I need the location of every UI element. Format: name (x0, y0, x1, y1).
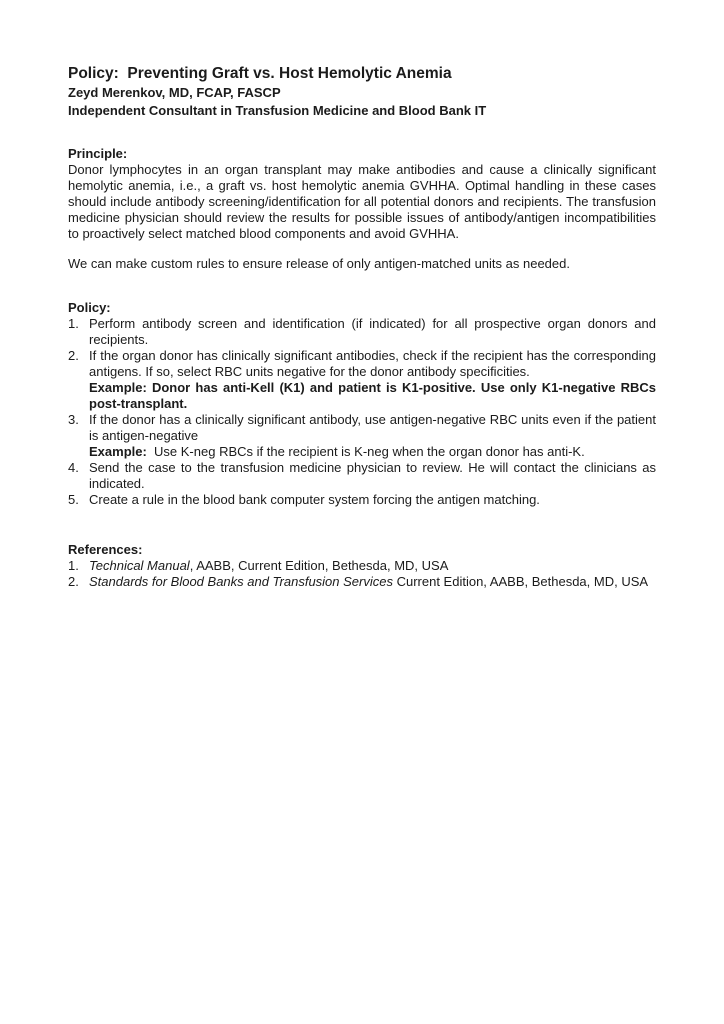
document-content (68, 64, 656, 590)
policy-item-1 (68, 316, 656, 348)
policy-item-3-example (89, 444, 656, 460)
reference-title: Standards for Blood Banks and Transfusion Services (89, 574, 393, 589)
policy-item-5-body (89, 492, 656, 508)
example-text: Use K-neg RBCs if the recipient is K-neg when the organ donor has anti-K. (146, 444, 585, 459)
policy-item-3-text: If the donor has a clinically significant antibody, use antigen-negative RBC units even if the patient is antigen-negative (89, 412, 656, 443)
reference-item-2-number: 2. (68, 574, 79, 589)
reference-item-1 (68, 558, 656, 574)
reference-item-1-body (89, 558, 656, 574)
policy-item-5-number: 5. (68, 492, 79, 507)
author-role-line: Independent Consultant in Transfusion Medicine and Blood Bank IT (68, 103, 487, 118)
policy-heading: Policy: (68, 300, 111, 315)
reference-item-2-body (89, 574, 656, 590)
policy-item-3-body (89, 412, 656, 460)
policy-item-4-text: Send the case to the transfusion medicine physician to review. He will contact the clinicians as indicated. (89, 460, 656, 491)
policy-item-4-body (89, 460, 656, 492)
policy-item-5 (68, 492, 656, 508)
policy-item-4 (68, 460, 656, 492)
policy-item-5-text: Create a rule in the blood bank computer system forcing the antigen matching. (89, 492, 540, 507)
policy-item-3 (68, 412, 656, 460)
principle-heading: Principle: (68, 146, 128, 161)
policy-item-3-number: 3. (68, 412, 79, 427)
policy-item-2-text: If the organ donor has clinically significant antibodies, check if the recipient has the corresponding antigens. If so, select RBC units negative for the donor antibody specificities. (89, 348, 656, 379)
policy-item-1-number: 1. (68, 316, 79, 331)
policy-item-2 (68, 348, 656, 412)
policy-list (68, 316, 656, 508)
reference-title: Technical Manual (89, 558, 190, 573)
references-heading: References: (68, 542, 143, 557)
policy-item-1-body (89, 316, 656, 348)
policy-item-1-text: Perform antibody screen and identification (if indicated) for all prospective organ donors and recipients. (89, 316, 656, 347)
policy-item-2-body (89, 348, 656, 412)
reference-item-2 (68, 574, 656, 590)
policy-item-2-number: 2. (68, 348, 79, 363)
page-title: Policy: Preventing Graft vs. Host Hemolytic Anemia (68, 65, 452, 82)
references-list (68, 558, 656, 590)
policy-item-2-example: Example: Donor has anti-Kell (K1) and patient is K1-positive. Use only K1-negative RBCs post-transplant. (89, 380, 656, 411)
reference-rest: Current Edition, AABB, Bethesda, MD, USA (392, 574, 649, 589)
reference-rest: , AABB, Current Edition, Bethesda, MD, USA (189, 558, 449, 573)
author-line: Zeyd Merenkov, MD, FCAP, FASCP (68, 85, 281, 100)
principle-paragraph: Donor lymphocytes in an organ transplant may make antibodies and cause a clinically significant hemolytic anemia, i.e., a graft vs. host hemolytic anemia GVHHA. Optimal handling in these cases should include antibody screening/identification for all potential donors and recipients. The transfusion medicine physician should review the results for possible issues of antibody/antigen incompatibilities to proactively select matched blood components and avoid GVHHA. (68, 162, 656, 241)
policy-item-4-number: 4. (68, 460, 79, 475)
reference-item-1-number: 1. (68, 558, 79, 573)
custom-rules-note: We can make custom rules to ensure release of only antigen-matched units as needed. (68, 256, 570, 271)
example-label: Example: (89, 444, 147, 459)
